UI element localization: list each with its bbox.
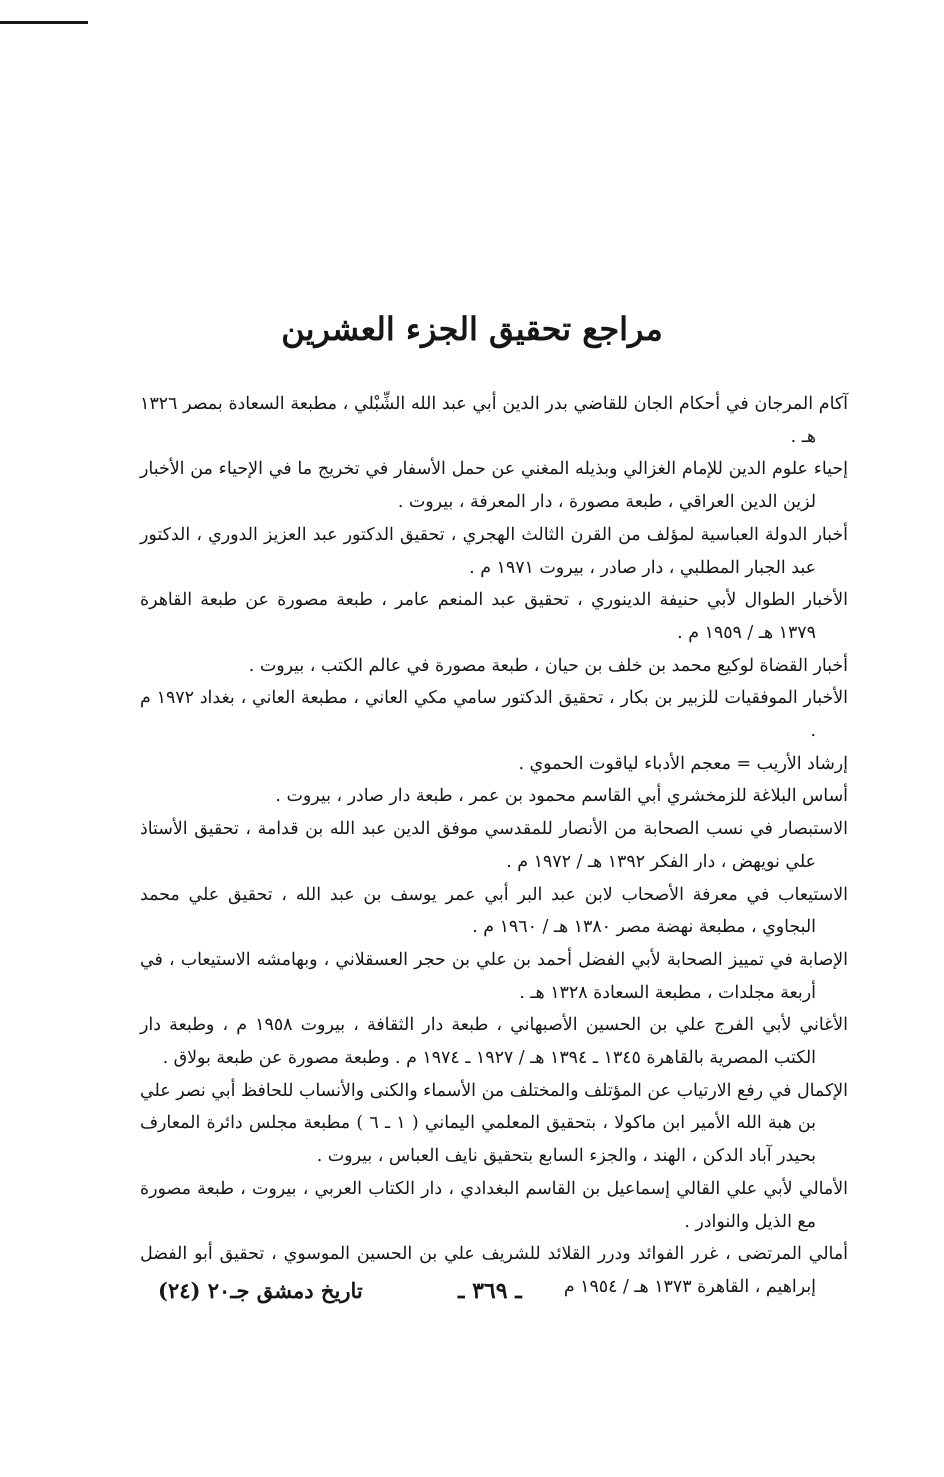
page-number: ـ ٣٦٩ ـ [458, 1278, 522, 1304]
reference-entry: أخبار الدولة العباسية لمؤلف من القرن الثالث الهجري ، تحقيق الدكتور عبد العزيز الدوري ، الدكتور عبد الجبار المطلبي ، دار صادر ، بيروت ١٩٧١ م . [140, 524, 848, 578]
page-title: مراجع تحقيق الجزء العشرين [281, 310, 663, 348]
reference-entry: الأغاني لأبي الفرج علي بن الحسين الأصبهاني ، طبعة دار الثقافة ، بيروت ١٩٥٨ م ، وطبعة دار الكتب المصرية بالقاهرة ١٣٤٥ ـ ١٣٩٤ هـ / ١٩٢٧ ـ ١٩٧٤ م . وطبعة مصورة عن طبعة بولاق . [140, 1015, 848, 1069]
reference-entry: آكام المرجان في أحكام الجان للقاضي بدر الدين أبي عبد الله الشِّبْلي ، مطبعة السعادة بمصر ١٣٢٦ هـ . [140, 394, 848, 447]
reference-entry: إرشاد الأريب = معجم الأدباء لياقوت الحموي . [518, 753, 848, 774]
reference-entry: أساس البلاغة للزمخشري أبي القاسم محمود بن عمر ، طبعة دار صادر ، بيروت . [275, 786, 848, 807]
reference-entry: الأخبار الموفقيات للزبير بن بكار ، تحقيق الدكتور سامي مكي العاني ، مطبعة العاني ، بغداد ١٩٧٢ م . [140, 688, 848, 742]
reference-entry: الأمالي لأبي علي القالي إسماعيل بن القاسم البغدادي ، دار الكتاب العربي ، بيروت ، طبعة مصورة مع الذيل والنوادر . [140, 1178, 848, 1232]
top-rule [0, 21, 88, 24]
reference-entry: الإصابة في تمييز الصحابة لأبي الفضل أحمد بن علي بن حجر العسقلاني ، وبهامشه الاستيعاب ، في أربعة مجلدات ، مطبعة السعادة ١٣٢٨ هـ . [140, 949, 848, 1003]
reference-entry: أخبار القضاة لوكيع محمد بن خلف بن حيان ، طبعة مصورة في عالم الكتب ، بيروت . [248, 655, 848, 676]
reference-entry: الأخبار الطوال لأبي حنيفة الدينوري ، تحقيق عبد المنعم عامر ، طبعة مصورة عن طبعة القاهرة ١٣٧٩ هـ / ١٩٥٩ م . [140, 590, 848, 643]
reference-entry: إحياء علوم الدين للإمام الغزالي وبذيله المغني عن حمل الأسفار في تخريج ما في الإحياء من الأخبار لزين الدين العراقي ، طبعة مصورة ، دار المعرفة ، بيروت . [140, 459, 848, 513]
references-list [140, 388, 848, 1304]
reference-entry: الاستيعاب في معرفة الأصحاب لابن عبد البر أبي عمر يوسف بن عبد الله ، تحقيق علي محمد البجاوي ، مطبعة نهضة مصر ١٣٨٠ هـ / ١٩٦٠ م . [140, 884, 848, 938]
reference-entry: الإكمال في رفع الارتياب عن المؤتلف والمختلف من الأسماء والكنى والأنساب للحافظ أبي نصر علي بن هبة الله الأمير ابن ماكولا ، بتحقيق المعلمي اليماني ( ١ ـ ٦ ) مطبعة مجلس دائرة المعارف بحيدر آباد الدكن ، الهند ، والجزء السابع بتحقيق نايف العباس ، بيروت . [140, 1080, 848, 1167]
reference-entry: الاستبصار في نسب الصحابة من الأنصار للمقدسي موفق الدين عبد الله بن قدامة ، تحقيق الأستاذ علي نويهض ، دار الفكر ١٣٩٢ هـ / ١٩٧٢ م . [140, 819, 848, 872]
reference-entry: أمالي المرتضى ، غرر الفوائد ودرر القلائد للشريف علي بن الحسين الموسوي ، تحقيق أبو الفضل إبراهيم ، القاهرة ١٣٧٣ هـ / ١٩٥٤ م [140, 1244, 848, 1297]
running-head: تاريخ دمشق جـ٢٠ (٢٤) [158, 1278, 363, 1303]
page-footer [0, 1278, 944, 1314]
